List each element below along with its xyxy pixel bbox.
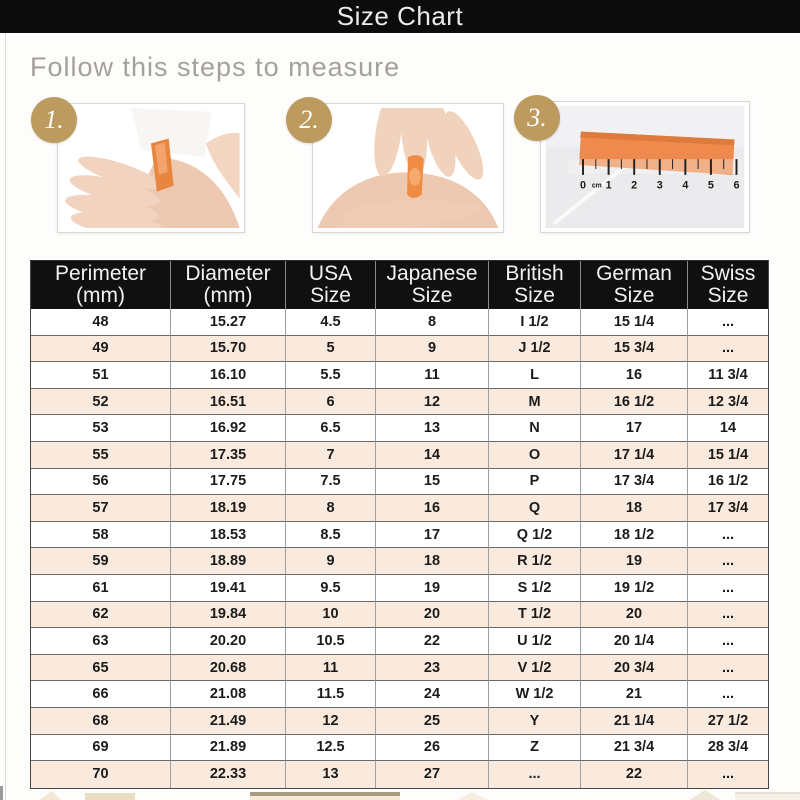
- step-3-badge: 3.: [514, 95, 560, 141]
- table-cell-r17-c3: 12.5: [286, 735, 376, 762]
- table-cell-r16-c1: 68: [31, 708, 171, 735]
- table-cell-r10-c3: 9: [286, 548, 376, 575]
- bottom-left-mark: [0, 786, 3, 800]
- table-cell-r2-c6: 15 3/4: [581, 336, 688, 363]
- table-cell-r18-c4: 27: [376, 761, 489, 788]
- table-cell-r5-c4: 13: [376, 415, 489, 442]
- table-cell-r11-c7: ...: [688, 575, 768, 602]
- table-cell-r5-c3: 6.5: [286, 415, 376, 442]
- table-cell-r1-c4: 8: [376, 309, 489, 336]
- table-cell-r1-c5: I 1/2: [489, 309, 581, 336]
- table-cell-r4-c4: 12: [376, 389, 489, 416]
- step-3-card: [527, 101, 750, 233]
- table-cell-r6-c4: 14: [376, 442, 489, 469]
- table-cell-r11-c2: 19.41: [171, 575, 286, 602]
- table-cell-r6-c1: 55: [31, 442, 171, 469]
- table-cell-r4-c2: 16.51: [171, 389, 286, 416]
- table-cell-r13-c5: U 1/2: [489, 628, 581, 655]
- table-cell-r16-c5: Y: [489, 708, 581, 735]
- table-cell-r1-c6: 15 1/4: [581, 309, 688, 336]
- table-cell-r4-c7: 12 3/4: [688, 389, 768, 416]
- table-cell-r10-c7: ...: [688, 548, 768, 575]
- table-cell-r9-c5: Q 1/2: [489, 522, 581, 549]
- ruler-label-3: 3: [656, 179, 663, 192]
- table-cell-r12-c1: 62: [31, 602, 171, 629]
- ruler-label-1: 1: [605, 179, 612, 192]
- table-cell-r5-c6: 17: [581, 415, 688, 442]
- table-cell-r12-c6: 20: [581, 602, 688, 629]
- column-header-british: British Size: [489, 261, 581, 309]
- table-cell-r3-c2: 16.10: [171, 362, 286, 389]
- step-2-badge: 2.: [286, 97, 332, 143]
- table-cell-r8-c2: 18.19: [171, 495, 286, 522]
- table-cell-r15-c6: 21: [581, 681, 688, 708]
- step-2-card: [299, 103, 504, 233]
- table-cell-r6-c6: 17 1/4: [581, 442, 688, 469]
- table-cell-r14-c2: 20.68: [171, 655, 286, 682]
- step-1-badge: 1.: [31, 97, 77, 143]
- table-cell-r18-c5: ...: [489, 761, 581, 788]
- table-cell-r18-c1: 70: [31, 761, 171, 788]
- table-cell-r5-c7: 14: [688, 415, 768, 442]
- table-cell-r3-c5: L: [489, 362, 581, 389]
- table-cell-r13-c2: 20.20: [171, 628, 286, 655]
- table-cell-r5-c2: 16.92: [171, 415, 286, 442]
- column-header-usa: USA Size: [286, 261, 376, 309]
- table-cell-r15-c2: 21.08: [171, 681, 286, 708]
- table-cell-r14-c4: 23: [376, 655, 489, 682]
- table-cell-r2-c3: 5: [286, 336, 376, 363]
- table-cell-r5-c1: 53: [31, 415, 171, 442]
- table-cell-r11-c4: 19: [376, 575, 489, 602]
- table-cell-r9-c7: ...: [688, 522, 768, 549]
- table-cell-r4-c5: M: [489, 389, 581, 416]
- table-cell-r17-c4: 26: [376, 735, 489, 762]
- table-cell-r1-c3: 4.5: [286, 309, 376, 336]
- table-cell-r8-c3: 8: [286, 495, 376, 522]
- bottom-preview-strip: [0, 788, 800, 800]
- table-cell-r17-c1: 69: [31, 735, 171, 762]
- ruler-label-6: 6: [733, 179, 740, 192]
- table-cell-r14-c6: 20 3/4: [581, 655, 688, 682]
- table-cell-r4-c3: 6: [286, 389, 376, 416]
- table-cell-r12-c5: T 1/2: [489, 602, 581, 629]
- table-cell-r13-c4: 22: [376, 628, 489, 655]
- table-cell-r7-c3: 7.5: [286, 469, 376, 496]
- table-cell-r16-c4: 25: [376, 708, 489, 735]
- table-cell-r9-c1: 58: [31, 522, 171, 549]
- table-cell-r16-c6: 21 1/4: [581, 708, 688, 735]
- table-cell-r18-c2: 22.33: [171, 761, 286, 788]
- page-left-border: [5, 33, 6, 800]
- table-cell-r7-c1: 56: [31, 469, 171, 496]
- table-cell-r3-c4: 11: [376, 362, 489, 389]
- table-cell-r8-c7: 17 3/4: [688, 495, 768, 522]
- table-cell-r7-c5: P: [489, 469, 581, 496]
- table-cell-r9-c6: 18 1/2: [581, 522, 688, 549]
- table-cell-r3-c6: 16: [581, 362, 688, 389]
- table-cell-r6-c5: O: [489, 442, 581, 469]
- table-cell-r4-c6: 16 1/2: [581, 389, 688, 416]
- table-cell-r16-c2: 21.49: [171, 708, 286, 735]
- table-cell-r11-c5: S 1/2: [489, 575, 581, 602]
- table-cell-r9-c3: 8.5: [286, 522, 376, 549]
- table-cell-r7-c2: 17.75: [171, 469, 286, 496]
- table-cell-r10-c2: 18.89: [171, 548, 286, 575]
- table-cell-r17-c7: 28 3/4: [688, 735, 768, 762]
- ruler-label-cm: cm: [591, 182, 602, 190]
- table-cell-r17-c6: 21 3/4: [581, 735, 688, 762]
- table-cell-r14-c1: 65: [31, 655, 171, 682]
- table-cell-r8-c6: 18: [581, 495, 688, 522]
- title-bar: [0, 0, 800, 33]
- table-cell-r3-c1: 51: [31, 362, 171, 389]
- table-cell-r10-c5: R 1/2: [489, 548, 581, 575]
- table-cell-r15-c3: 11.5: [286, 681, 376, 708]
- table-header-row: [31, 261, 768, 309]
- table-cell-r2-c1: 49: [31, 336, 171, 363]
- table-cell-r7-c7: 16 1/2: [688, 469, 768, 496]
- step-1-card: [44, 103, 245, 233]
- ruler-label-4: 4: [682, 179, 689, 192]
- table-cell-r15-c5: W 1/2: [489, 681, 581, 708]
- table-cell-r14-c3: 11: [286, 655, 376, 682]
- table-cell-r6-c2: 17.35: [171, 442, 286, 469]
- ruler-label-0: 0: [580, 179, 587, 192]
- ruler-label-2: 2: [631, 179, 638, 192]
- table-cell-r13-c1: 63: [31, 628, 171, 655]
- hands-marking-strip-illustration: [317, 108, 499, 228]
- table-cell-r1-c7: ...: [688, 309, 768, 336]
- table-cell-r15-c7: ...: [688, 681, 768, 708]
- table-cell-r11-c1: 61: [31, 575, 171, 602]
- table-cell-r12-c7: ...: [688, 602, 768, 629]
- table-cell-r11-c6: 19 1/2: [581, 575, 688, 602]
- table-cell-r16-c7: 27 1/2: [688, 708, 768, 735]
- bottom-decor-shapes: [0, 789, 800, 800]
- table-cell-r3-c3: 5.5: [286, 362, 376, 389]
- table-cell-r10-c6: 19: [581, 548, 688, 575]
- table-cell-r9-c2: 18.53: [171, 522, 286, 549]
- table-cell-r6-c3: 7: [286, 442, 376, 469]
- table-cell-r8-c1: 57: [31, 495, 171, 522]
- ruler-measure-illustration: [545, 106, 745, 228]
- table-cell-r9-c4: 17: [376, 522, 489, 549]
- table-cell-r18-c7: ...: [688, 761, 768, 788]
- table-cell-r7-c6: 17 3/4: [581, 469, 688, 496]
- table-cell-r17-c2: 21.89: [171, 735, 286, 762]
- table-cell-r17-c5: Z: [489, 735, 581, 762]
- column-header-perimeter: Perimeter (mm): [31, 261, 171, 309]
- table-cell-r13-c7: ...: [688, 628, 768, 655]
- column-header-german: German Size: [581, 261, 688, 309]
- table-cell-r13-c3: 10.5: [286, 628, 376, 655]
- hand-wrap-strip-illustration: [62, 108, 240, 228]
- table-cell-r18-c6: 22: [581, 761, 688, 788]
- table-cell-r1-c2: 15.27: [171, 309, 286, 336]
- table-cell-r12-c4: 20: [376, 602, 489, 629]
- ruler-label-5: 5: [707, 179, 714, 192]
- table-cell-r2-c7: ...: [688, 336, 768, 363]
- table-cell-r12-c2: 19.84: [171, 602, 286, 629]
- table-cell-r1-c1: 48: [31, 309, 171, 336]
- table-body: [31, 309, 768, 788]
- table-cell-r18-c3: 13: [286, 761, 376, 788]
- table-cell-r7-c4: 15: [376, 469, 489, 496]
- table-cell-r3-c7: 11 3/4: [688, 362, 768, 389]
- column-header-swiss: Swiss Size: [688, 261, 768, 309]
- table-cell-r11-c3: 9.5: [286, 575, 376, 602]
- table-cell-r2-c5: J 1/2: [489, 336, 581, 363]
- table-cell-r8-c4: 16: [376, 495, 489, 522]
- column-header-japanese: Japanese Size: [376, 261, 489, 309]
- table-cell-r10-c1: 59: [31, 548, 171, 575]
- page-title: Size Chart: [336, 1, 464, 31]
- table-cell-r4-c1: 52: [31, 389, 171, 416]
- table-cell-r14-c7: ...: [688, 655, 768, 682]
- table-cell-r15-c1: 66: [31, 681, 171, 708]
- table-cell-r8-c5: Q: [489, 495, 581, 522]
- table-cell-r13-c6: 20 1/4: [581, 628, 688, 655]
- table-cell-r15-c4: 24: [376, 681, 489, 708]
- column-header-diameter: Diameter (mm): [171, 261, 286, 309]
- steps-heading: Follow this steps to measure: [30, 52, 401, 82]
- table-cell-r12-c3: 10: [286, 602, 376, 629]
- table-cell-r16-c3: 12: [286, 708, 376, 735]
- table-cell-r2-c4: 9: [376, 336, 489, 363]
- table-cell-r2-c2: 15.70: [171, 336, 286, 363]
- table-cell-r5-c5: N: [489, 415, 581, 442]
- size-conversion-table: [30, 260, 769, 789]
- table-cell-r6-c7: 15 1/4: [688, 442, 768, 469]
- table-cell-r14-c5: V 1/2: [489, 655, 581, 682]
- table-cell-r10-c4: 18: [376, 548, 489, 575]
